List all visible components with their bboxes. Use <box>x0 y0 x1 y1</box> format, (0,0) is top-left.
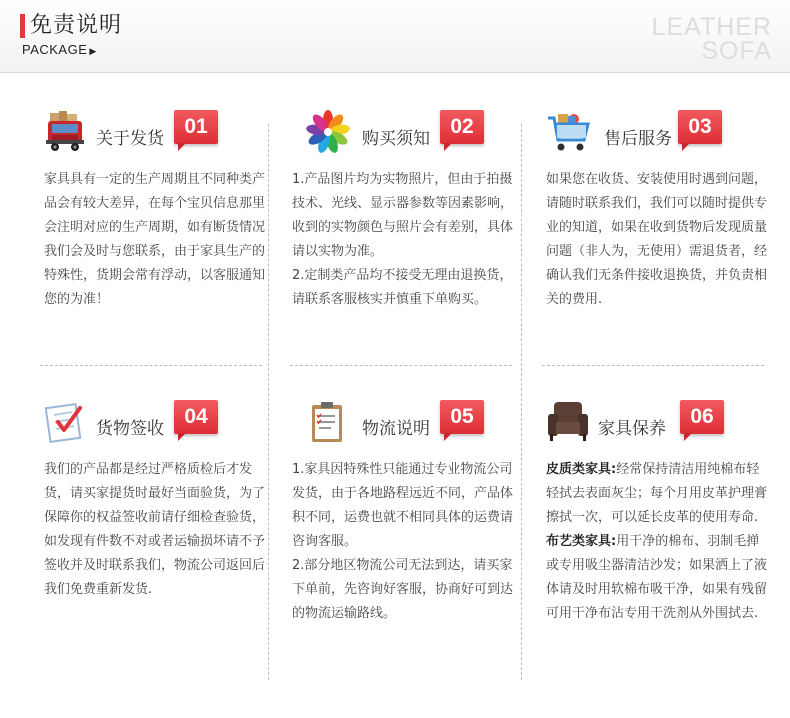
watermark-leather: LEATHER <box>651 13 772 41</box>
paragraph <box>546 458 768 530</box>
paragraph <box>546 530 768 626</box>
title-accent-bar <box>20 14 25 38</box>
section-number-badge-01: 01 <box>174 110 218 144</box>
section-title-logistics: 物流说明 <box>362 419 430 439</box>
clipboard-icon <box>306 400 350 444</box>
shopping-cart-icon <box>546 110 590 154</box>
section-body-maintenance <box>546 458 768 626</box>
page-subtitle: PACKAGE ▶ <box>22 42 97 57</box>
column-divider-2 <box>521 124 522 680</box>
section-number-badge-04: 04 <box>174 400 218 434</box>
fabric-care-lead: 布艺类家具: <box>546 534 617 549</box>
paragraph: 家具具有一定的生产周期且不同种类产品会有较大差异，在每个宝贝信息那里会注明对应的生产周期，如有断货情况我们会及时与您联系，由于家具生产的特殊性，货期会常有浮动，以客服通知您的为准！ <box>44 172 266 307</box>
watermark-sofa: SOFA <box>701 37 772 65</box>
row-divider-3 <box>542 365 764 366</box>
section-body-shipping <box>44 168 266 312</box>
section-number-badge-06: 06 <box>680 400 724 434</box>
paragraph: 1.产品图片均为实物照片，但由于拍摄技术、光线、显示器参数等因素影响，收到的实物颜色与照片会有差别，具体请以实物为准。 <box>292 172 514 259</box>
section-body-receipt <box>44 458 266 602</box>
section-body-purchase-notice <box>292 168 514 312</box>
row-divider-2 <box>290 365 512 366</box>
page-header <box>0 0 790 73</box>
section-number-badge-02: 02 <box>440 110 484 144</box>
section-title-shipping: 关于发货 <box>96 129 164 149</box>
leather-care-text: 经常保持清洁用纯棉布轻轻拭去表面灰尘；每个月用皮革护理膏擦拭一次，可以延长皮革的使用寿命. <box>546 462 768 525</box>
section-body-after-sales <box>546 168 768 312</box>
section-title-after-sales: 售后服务 <box>604 129 672 149</box>
paragraph: 如果您在收货、安装使用时遇到问题，请随时联系我们，我们可以随时提供专业的知道，如果在收到货物后发现质量问题（非人为，无使用）需退货者，经确认我们无条件接收退换货，并负责相关的费用. <box>546 172 768 307</box>
paragraph: 1.家具因特殊性只能通过专业物流公司发货，由于各地路程远近不同，产品体积不同，运费也就不相同具体的运费请咨询客服。 <box>292 462 514 549</box>
page-title: 免责说明 <box>30 13 123 38</box>
section-title-purchase-notice: 购买须知 <box>362 129 430 149</box>
section-title-maintenance: 家具保养 <box>598 419 666 439</box>
section-number-badge-03: 03 <box>678 110 722 144</box>
play-triangle-icon: ▶ <box>89 46 97 56</box>
row-divider-1 <box>40 365 262 366</box>
section-body-logistics <box>292 458 514 626</box>
delivery-truck-icon <box>44 110 88 154</box>
paragraph: 2.定制类产品均不接受无理由退换货，请联系客服核实并慎重下单购买。 <box>292 268 513 307</box>
section-number-badge-05: 05 <box>440 400 484 434</box>
leather-care-lead: 皮质类家具: <box>546 462 617 477</box>
checklist-icon <box>44 400 88 444</box>
section-title-receipt: 货物签收 <box>96 419 164 439</box>
armchair-icon <box>546 400 590 444</box>
color-wheel-icon <box>306 110 350 154</box>
paragraph: 2.部分地区物流公司无法到达，请买家下单前，先咨询好客服，协商好可到达的物流运输路线。 <box>292 558 514 621</box>
paragraph: 我们的产品都是经过严格质检后才发货，请买家提货时最好当面验货，为了保障你的权益签收前请仔细检查验货，如发现有件数不对或者运输损坏请不予签收并及时联系我们，物流公司返回后我们免费重新发货. <box>44 462 266 597</box>
column-divider-1 <box>268 124 269 680</box>
fabric-care-text: 用干净的棉布、羽制毛掸或专用吸尘器清洁沙发；如果洒上了液体请及时用软棉布吸干净，如果有残留可用干净布沾专用干洗剂从外围拭去. <box>546 534 768 621</box>
